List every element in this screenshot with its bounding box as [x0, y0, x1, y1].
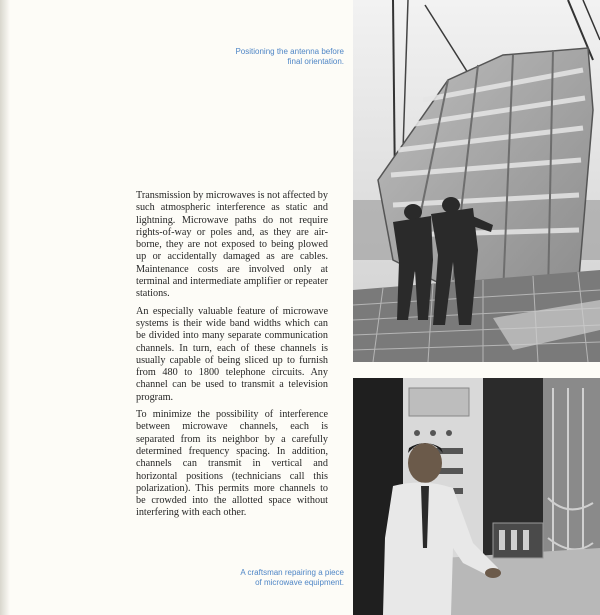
caption-antenna-line-1: Positioning the antenna before	[235, 47, 344, 56]
caption-antenna-line-2: final orientation.	[287, 57, 344, 66]
caption-craftsman-line-1: A craftsman repairing a piece	[240, 568, 344, 577]
page-gutter-shadow	[0, 0, 10, 615]
body-text	[136, 190, 328, 525]
paragraph-1: Transmission by microwaves is not affected by such atmospheric interference as static and lightning. Microwave paths do not require rights-of-way or poles and, as they are air-borne, they are not exposed to being plowed up or accidentally damaged as are cables. Maintenance costs are involved only at terminal and intermediate amplifier or repeater stations.	[136, 190, 328, 300]
caption-craftsman	[180, 568, 344, 588]
caption-antenna	[180, 47, 344, 67]
paragraph-2: An especially valuable feature of microwave systems is their wide band widths which can be divided into many separate communication channels. In turn, each of these channels is usually capable of being sliced up to furnish from 480 to 1800 telephone circuits. Any channel can be used to transmit a television program.	[136, 305, 328, 403]
photo-antenna	[353, 0, 600, 362]
paragraph-3: To minimize the possibility of interference between microwave channels, each is separated from its neighbor by a carefully determined frequency spacing. In addition, channels can transmit in vertical and horizontal positions (technicians call this polarization). This permits more channels to be crowded into the allotted space without interfering with each other.	[136, 409, 328, 519]
caption-craftsman-line-2: of microwave equipment.	[255, 578, 344, 587]
photo-craftsman	[353, 378, 600, 615]
